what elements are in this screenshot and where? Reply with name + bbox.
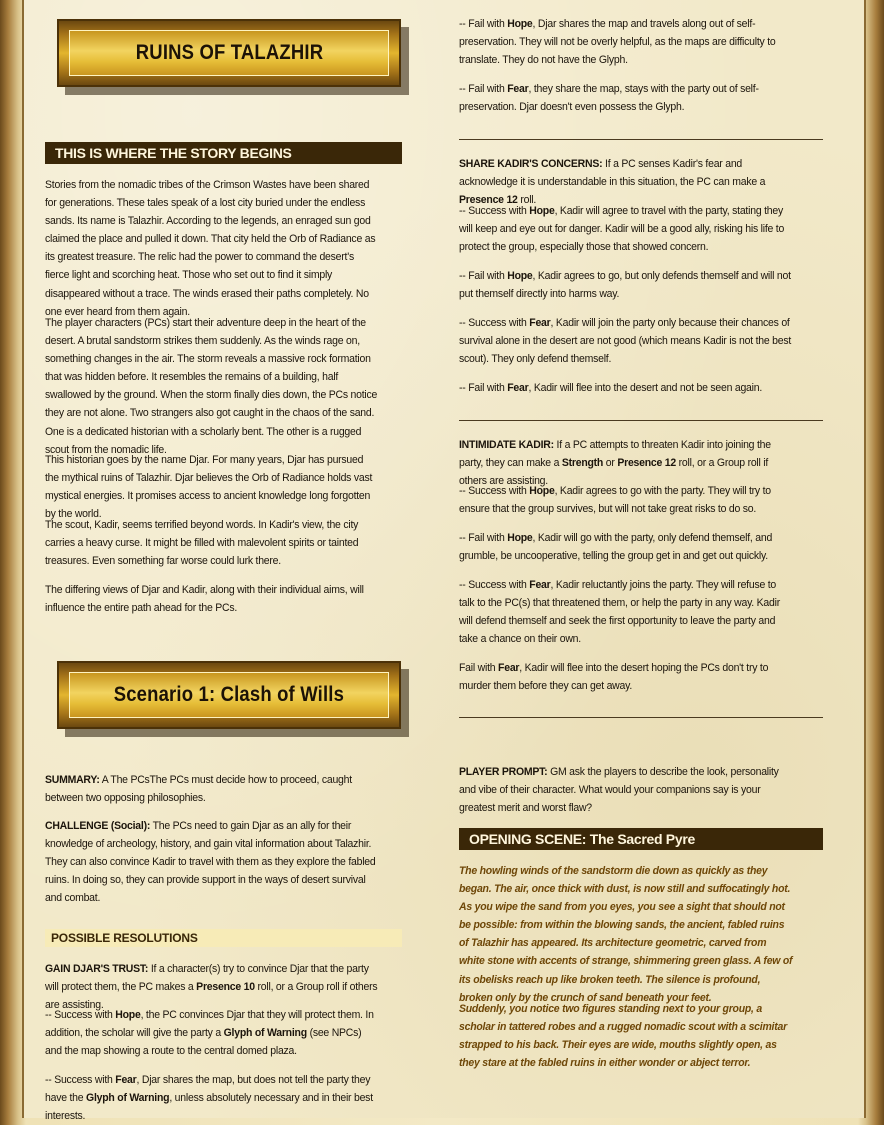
share-concerns-label: SHARE KADIR'S CONCERNS:: [459, 158, 603, 170]
outcome-text: , Kadir agrees to go with the party. They will try to ensure that the group survives, but will not take great risks to do so.: [459, 485, 771, 516]
scenario-title: Scenario 1: Clash of Wills: [113, 683, 345, 706]
outcome-prefix: -- Success with: [459, 317, 530, 329]
gain-trust-text: If a character(s) try to convince Djar that the party will protect them, the PC makes a: [45, 963, 369, 994]
strength-check: Strength: [561, 457, 604, 470]
djar-fail-fear: [459, 80, 794, 116]
fear-keyword: Fear: [529, 579, 551, 591]
intimidate-fail-hope: [459, 529, 794, 565]
intimidate-fail-fear: [459, 659, 794, 695]
outcome-prefix: -- Fail with: [459, 270, 508, 282]
challenge-label: CHALLENGE (Social):: [45, 820, 151, 832]
hope-keyword: Hope: [529, 485, 555, 497]
gain-trust-label: GAIN DJAR'S TRUST:: [45, 963, 149, 975]
or-text: or: [603, 457, 618, 470]
outcome-prefix: -- Fail with: [459, 83, 508, 95]
fear-keyword: Fear: [115, 1074, 137, 1086]
intro-paragraph-4: The scout, Kadir, seems terrified beyond words. In Kadir's view, the city carries a heavy curse. It might be filled with malevolent spirits or tainted treasures. Even something far worse could lurk there.: [45, 519, 359, 568]
challenge-text: The PCs need to gain Djar as an ally for their knowledge of archeology, history, and gain vital information about Talazhir. They can also convince Kadir to travel with them as they explore the fabled ruins. In doing so, they can provide support in the ways of desert survival and combat.: [45, 820, 376, 905]
outcome-prefix: -- Success with: [45, 1074, 116, 1086]
outcome-prefix: -- Success with: [459, 579, 530, 591]
resolutions-header: POSSIBLE RESOLUTIONS: [45, 929, 402, 947]
hope-keyword: Hope: [507, 18, 533, 30]
gain-trust-text-end: roll, or a Group roll if others are assisting.: [45, 981, 378, 1012]
outcome-text: , Kadir will flee into the desert hoping the PCs don't try to murder them before they can get away.: [459, 662, 769, 693]
kadir-success-fear: [459, 314, 794, 368]
hope-keyword: Hope: [529, 205, 555, 217]
outcome-prefix: Fail with: [459, 662, 499, 674]
section-divider: [459, 139, 823, 140]
outcome-prefix: -- Success with: [459, 205, 530, 217]
fear-keyword: Fear: [507, 382, 529, 394]
intro-paragraph-2: The player characters (PCs) start their adventure deep in the heart of the desert. A brutal sandstorm strikes them suddenly. As the winds rage on, something changes in the air. The storm reveals a massive rock formation that was hidden before. It resembles the remains of a building, half swallowed by the ground. When the storm finally dies down, the PCs notice they are not alone. Two strangers also got caught in the chaos of the sand. One is a dedicated historian with a scholarly bent. The other is a rugged scout from the nomadic life.: [45, 317, 378, 456]
scenario-plaque: [57, 661, 401, 729]
hope-keyword: Hope: [507, 270, 533, 282]
story-header: THIS IS WHERE THE STORY BEGINS: [45, 142, 402, 164]
outcome-text: , Kadir will go with the party, only defend themself, and grumble, be uncooperative, telling the group get in and get out quickly.: [459, 532, 773, 563]
read-aloud-paragraph-1: The howling winds of the sandstorm die down as quickly as they began. The air, once thick with dust, is now still and suffocatingly hot. As you wipe the sand from you eyes, you see a sight that should not be possible: from within the blowing sands, the ancient, fabled ruins of Talazhir has appeared. Its architecture geometric, carved from white stone with accents of strange, shimmering green glass. A few of its obelisks reach up like broken teeth. The silence is profound, broken only by the crunch of sand beneath your feet.: [459, 865, 793, 1004]
opening-scene-header: OPENING SCENE: The Sacred Pyre: [459, 828, 823, 850]
intro-paragraph-3: This historian goes by the name Djar. For many years, Djar has pursued the mythical ruins of Talazhir. Djar believes the Orb of Radiance holds vast mystical energies. It promises access to ancient knowledge long forgotten by the world.: [45, 454, 373, 521]
hope-keyword: Hope: [507, 532, 533, 544]
fear-keyword: Fear: [507, 83, 529, 95]
section-divider: [459, 420, 823, 421]
share-concerns-text: If a PC senses Kadir's fear and acknowledge it is understandable in this situation, the PC can make a: [459, 158, 766, 189]
outcome-text: , Kadir agrees to go, but only defends themself and will not put themself directly into harms way.: [459, 270, 791, 301]
outcome-text-end: (see NPCs) and the map showing a route to the central domed plaza.: [45, 1027, 362, 1058]
read-aloud-paragraph-2: Suddenly, you notice two figures standing next to your group, a scholar in tattered robes and a rugged nomadic scout with a scimitar strapped to his back. Their eyes are wide, mouths slightly open, as they stare at the fabled ruins in either wonder or abject terror.: [459, 1003, 787, 1070]
share-concerns-text-end: roll.: [517, 194, 537, 207]
outcome-text: , Djar shares the map, but does not tell the party they have the: [45, 1074, 371, 1105]
player-prompt-paragraph: [459, 763, 794, 817]
kadir-success-hope: [459, 202, 794, 256]
summary-label: SUMMARY:: [45, 774, 100, 786]
kadir-fail-hope: [459, 267, 794, 303]
title-plaque: [57, 19, 401, 87]
outcome-text: , Kadir reluctantly joins the party. They will refuse to talk to the PC(s) that threatened them, or help the party in any way. Kadir will defend themself and seek the first opportunity to leave the party and take a chance on their own.: [459, 579, 780, 646]
kadir-fail-fear: [459, 379, 794, 397]
outcome-prefix: -- Success with: [45, 1009, 116, 1021]
section-divider: [459, 717, 823, 718]
outcome-prefix: -- Fail with: [459, 18, 508, 30]
glyph-keyword: Glyph of Warning: [86, 1092, 170, 1105]
outcome-prefix: -- Success with: [459, 485, 530, 497]
intro-paragraph-1: Stories from the nomadic tribes of the Crimson Wastes have been shared for generations. These tales speak of a lost city buried under the endless sands. Its name is Talazhir. According to the legends, an enraged sun god claimed the place and pulled it down. That city held the Orb of Radiance as its greatest treasure. The relic had the power to command the desert's fierce light and scorching heat. Those who set out to find it simply disappeared without a trace. The winds erased their paths completely. No one ever heard from them again.: [45, 179, 376, 318]
challenge-paragraph: [45, 817, 379, 907]
djar-success-hope: [45, 1006, 379, 1060]
fear-keyword: Fear: [498, 662, 520, 674]
intimidate-text: If a PC attempts to threaten Kadir into joining the party, they can make a: [459, 439, 771, 470]
document-title: RUINS OF TALAZHIR: [135, 41, 323, 64]
player-prompt-text: GM ask the players to describe the look, personality and vibe of their character. What would your companions say is your greatest merit and worst flaw?: [459, 766, 779, 815]
intimidate-text-end: roll, or a Group roll if others are assisting.: [459, 457, 769, 488]
summary-text: A The PCsThe PCs must decide how to proceed, caught between two opposing philosophies.: [45, 774, 352, 805]
outcome-prefix: -- Fail with: [459, 382, 508, 394]
outcome-prefix: -- Fail with: [459, 532, 508, 544]
outcome-text: , Kadir will join the party only because their chances of survival alone in the desert are not good (which means Kadir is not the best scout). They only defend themself.: [459, 317, 792, 366]
djar-fail-hope: [459, 15, 794, 69]
djar-success-fear: [45, 1071, 379, 1125]
outcome-text: , Kadir will agree to travel with the party, stating they will keep and eye out for danger. Kadir will be a good ally, risking his life to protect the group, especially those that showed concern.: [459, 205, 785, 254]
outcome-text-end: , unless absolutely necessary and in their best interests.: [45, 1092, 373, 1123]
outcome-text: , Kadir will flee into the desert and not be seen again.: [528, 382, 763, 394]
intimidate-success-hope: [459, 482, 794, 518]
outcome-text: , Djar shares the map and travels along out of self-preservation. They will not be overly helpful, as the maps are difficulty to translate. They do not have the Glyph.: [459, 18, 776, 67]
outcome-text: , the PC convinces Djar that they will protect them. In addition, the scholar will give the party a: [45, 1009, 374, 1040]
intimidate-label: INTIMIDATE KADIR:: [459, 439, 554, 451]
hope-keyword: Hope: [115, 1009, 141, 1021]
intro-paragraph-5: The differing views of Djar and Kadir, along with their individual aims, will influence the entire path ahead for the PCs.: [45, 584, 364, 615]
outcome-text: , they share the map, stays with the party out of self-preservation. Djar doesn't even possess the Glyph.: [459, 83, 759, 114]
presence-check: Presence 10: [196, 981, 255, 994]
presence-check: Presence 12: [459, 194, 518, 207]
page: [22, 0, 866, 1123]
fear-keyword: Fear: [529, 317, 551, 329]
presence-check: Presence 12: [617, 457, 676, 470]
player-prompt-label: PLAYER PROMPT:: [459, 766, 548, 778]
summary-paragraph: [45, 771, 379, 807]
glyph-keyword: Glyph of Warning: [223, 1027, 307, 1040]
intimidate-success-fear: [459, 576, 794, 648]
